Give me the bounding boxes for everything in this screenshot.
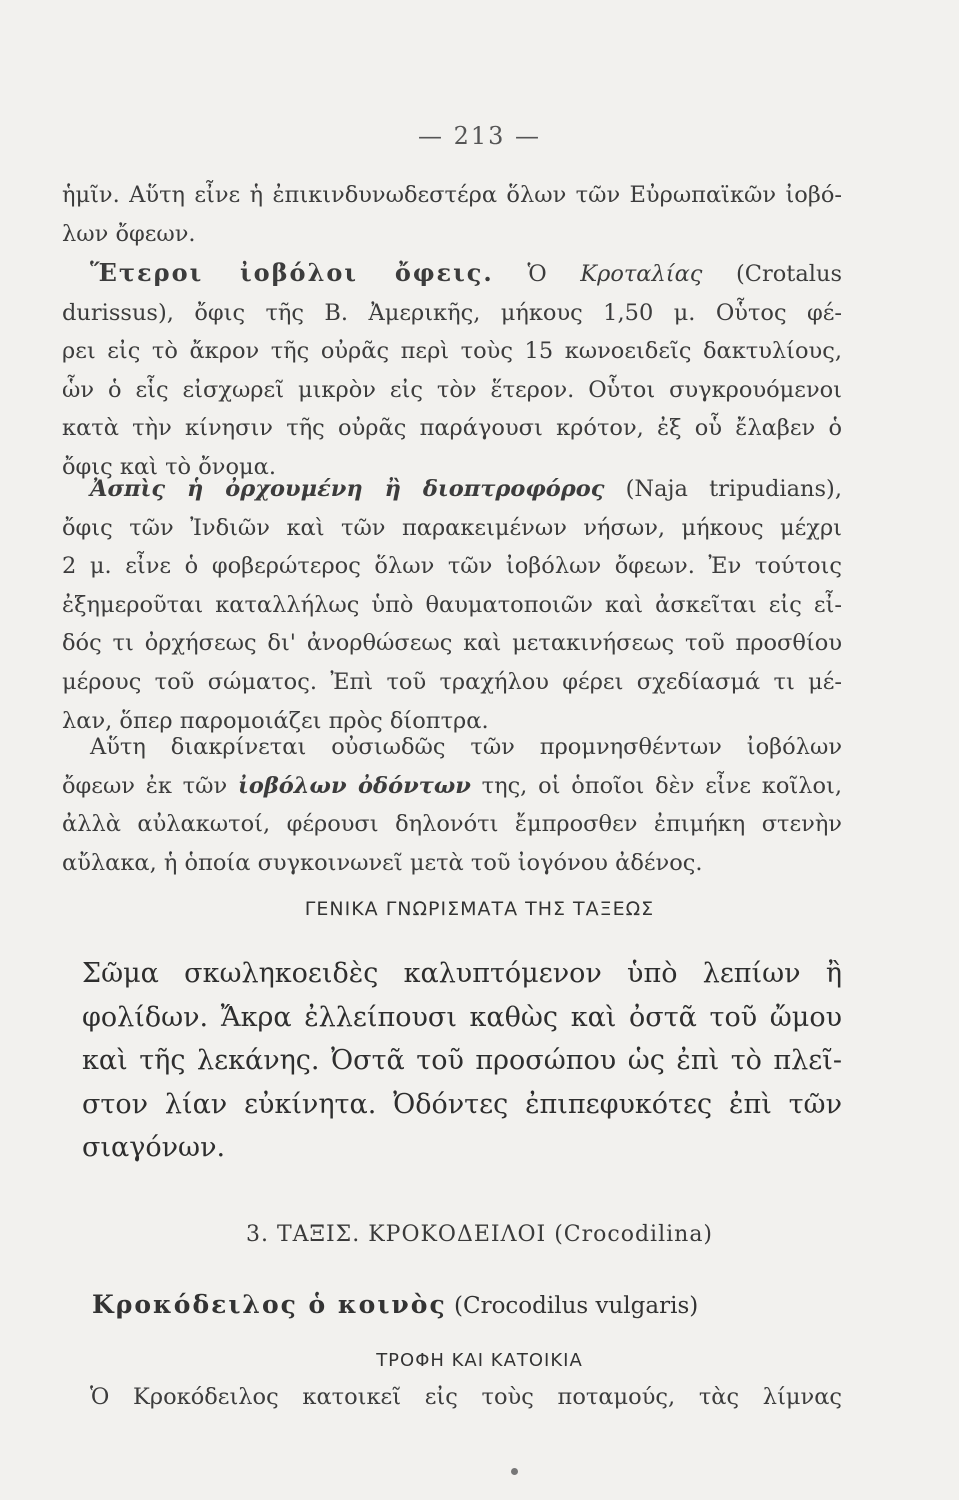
text-line: ὄφις τῶν Ἰνδιῶν καὶ τῶν παρακειμένων νήσων, μήκους μέχρι	[62, 514, 842, 541]
text-line: ἐξημεροῦται καταλλήλως ὑπὸ θαυματοποιῶν καὶ ἀσκεῖται εἰς εἶ-	[62, 591, 842, 618]
species-latin: (Crocodilus vulgaris)	[454, 1293, 699, 1319]
text-run: (Naja tripudians),	[625, 476, 842, 502]
teeth-paragraph	[62, 728, 842, 882]
text-line: στον λίαν εὐκίνητα. Ὀδόντες ἐπιπεφυκότες ἐπὶ τῶν	[82, 1088, 842, 1120]
text-run: της, οἱ ὁποῖοι δὲν εἶνε κοῖλοι,	[481, 772, 842, 799]
text-line	[62, 470, 842, 509]
text-line: σιαγόνων.	[82, 1132, 226, 1163]
habitat-heading: ΤΡΟΦΗ ΚΑΙ ΚΑΤΟΙΚΙΑ	[376, 1350, 583, 1371]
intro-paragraph	[62, 176, 842, 253]
species-name: Ἀσπὶς ἡ ὀρχουμένη ἢ διοπτροφόρος	[90, 476, 605, 502]
text-line: αὔλακα, ἡ ὁποία συγκοινωνεῖ μετὰ τοῦ ἰογόνου ἀδένος.	[62, 849, 703, 876]
page-number: — 213 —	[417, 122, 542, 150]
order-characteristics-paragraph	[82, 952, 842, 1170]
text-run: ὄφεων ἐκ τῶν	[62, 772, 228, 799]
class-title: 3. ΤΑΞΙΣ. ΚΡΟΚΟΔΕΙΛΟΙ (Crocodilina)	[245, 1222, 714, 1247]
text-line: λων ὄφεων.	[62, 220, 196, 247]
text-line: 2 μ. εἶνε ὁ φοβερώτερος ὅλων τῶν ἰοβόλων ὄφεων. Ἐν τούτοις	[62, 553, 842, 580]
text-line: δός τι ὀρχήσεως δι' ἀνορθώσεως καὶ μετακινήσεως τοῦ προσθίου	[62, 630, 842, 657]
species-name: Κροκόδειλος ὁ κοινὸς	[92, 1290, 447, 1319]
text-line: Σῶμα σκωληκοειδὲς καλυπτόμενον ὑπὸ λεπίων ἢ	[82, 958, 842, 989]
order-characteristics-heading: ΓΕΝΙΚΑ ΓΝΩΡΙΣΜΑΤΑ ΤΗΣ ΤΑΞΕΩΣ	[304, 898, 655, 920]
text-line: ὧν ὁ εἷς εἰσχωρεῖ μικρὸν εἰς τὸν ἕτερον. Οὗτοι συγκρουόμενοι	[62, 376, 842, 403]
text-line: φολίδων. Ἄκρα ἐλλείπουσι καθὼς καὶ ὀστᾶ τοῦ ὤμου	[82, 1001, 842, 1033]
text-line: ὄφις καὶ τὸ ὄνομα.	[62, 453, 276, 480]
text-line: ἡμῖν. Αὕτη εἶνε ἡ ἐπικινδυνωδεστέρα ὅλων τῶν Εὐρωπαϊκῶν ἰοβό-	[62, 182, 842, 208]
habitat-paragraph	[62, 1378, 842, 1417]
text-line	[62, 254, 842, 294]
text-line	[62, 767, 842, 806]
naja-paragraph	[62, 470, 842, 740]
text-line: λαν, ὅπερ παρομοιάζει πρὸς δίοπτρα.	[62, 707, 489, 734]
text-line: ρει εἰς τὸ ἄκρον τῆς οὐρᾶς περὶ τοὺς 15 κωνοειδεῖς δακτυλίους,	[62, 338, 842, 365]
text-run: Ὁ	[527, 261, 547, 287]
ink-speck	[511, 1468, 518, 1475]
other-venomous-paragraph	[62, 254, 842, 487]
text-line: κατὰ τὴν κίνησιν τῆς οὐρᾶς παράγουσι κρότον, ἐξ οὗ ἔλαβεν ὁ	[62, 415, 842, 442]
text-line: Ὁ Κροκόδειλος κατοικεῖ εἰς τοὺς ποταμούς, τὰς λίμνας	[90, 1384, 842, 1410]
section-run-in-heading: Ἕτεροι ἰοβόλοι ὄφεις.	[90, 258, 494, 287]
text-run: (Crotalus	[736, 261, 842, 287]
text-line: ἀλλὰ αὐλακωτοί, φέρουσι δηλονότι ἔμπροσθεν ἐπιμήκη στενὴν	[62, 811, 842, 838]
text-line: μέρους τοῦ σώματος. Ἐπὶ τοῦ τραχήλου φέρει σχεδίασμά τι μέ-	[62, 668, 842, 695]
species-name: Κροταλίας	[580, 261, 703, 287]
emphasis-term: ἰοβόλων ὀδόντων	[237, 772, 471, 799]
text-line: καὶ τῆς λεκάνης. Ὀστᾶ τοῦ προσώπου ὡς ἐπὶ τὸ πλεῖ-	[82, 1045, 842, 1076]
text-line: durissus), ὄφις τῆς Β. Ἀμερικῆς, μήκους 1,50 μ. Οὗτος φέ-	[62, 299, 842, 326]
crocodile-heading	[92, 1290, 852, 1319]
text-line: Αὕτη διακρίνεται οὐσιωδῶς τῶν προμνησθέντων ἰοβόλων	[90, 734, 842, 760]
